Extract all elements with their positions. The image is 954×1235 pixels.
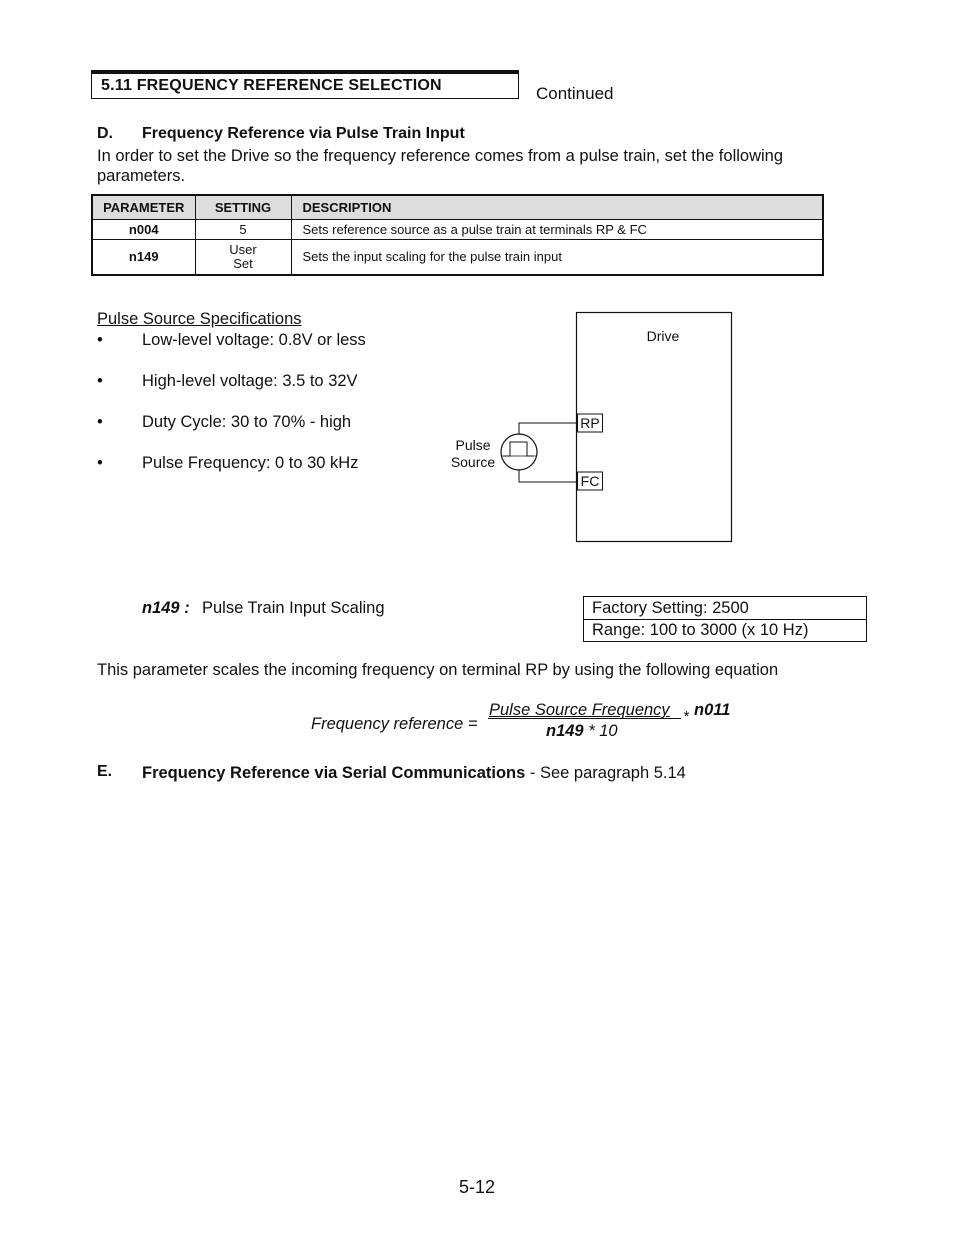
n149-param-label: Pulse Train Input Scaling xyxy=(202,599,385,617)
continued-label: Continued xyxy=(536,84,614,103)
pulse-source-label-line2: Source xyxy=(450,454,496,470)
section-title: 5.11 FREQUENCY REFERENCE SELECTION xyxy=(101,77,442,94)
section-title-box xyxy=(91,70,519,99)
table-row xyxy=(92,240,823,276)
spec-bullet-item xyxy=(97,372,417,392)
cell-setting-line1: User xyxy=(229,242,257,257)
col-header-parameter: PARAMETER xyxy=(92,195,195,220)
cell-description: Sets the input scaling for the pulse train input xyxy=(291,240,823,276)
equation-denominator-rest: * 10 xyxy=(583,722,618,740)
range-row xyxy=(584,619,866,641)
wire-fc xyxy=(519,469,577,482)
pulse-source-icon xyxy=(501,434,537,470)
bullet-symbol: • xyxy=(97,372,103,390)
factory-setting-text: Factory Setting: 2500 xyxy=(592,599,749,617)
cell-setting xyxy=(195,240,291,276)
parameter-table xyxy=(91,194,824,276)
part-d-intro-line2: parameters. xyxy=(97,167,186,185)
fraction-bar xyxy=(488,718,681,719)
part-d-heading: Frequency Reference via Pulse Train Input xyxy=(142,125,465,142)
cell-parameter: n004 xyxy=(92,220,195,240)
bullet-symbol: • xyxy=(97,413,103,431)
bullet-symbol: • xyxy=(97,454,103,472)
part-e-heading: Frequency Reference via Serial Communications xyxy=(142,764,526,782)
equation-times: * xyxy=(683,708,689,725)
pulse-source-label-line1: Pulse xyxy=(455,437,491,453)
cell-parameter: n149 xyxy=(92,240,195,276)
cell-description: Sets reference source as a pulse train at terminals RP & FC xyxy=(291,220,823,240)
range-text: Range: 100 to 3000 (x 10 Hz) xyxy=(592,621,809,639)
table-row xyxy=(92,220,823,240)
col-header-setting: SETTING xyxy=(195,195,291,220)
table-header-row xyxy=(92,195,823,220)
pulse-wiring-diagram xyxy=(430,305,750,550)
spec-text: Low-level voltage: 0.8V or less xyxy=(142,331,366,349)
part-d-letter: D. xyxy=(97,125,113,142)
equation-denominator xyxy=(546,722,618,741)
spec-bullet-item xyxy=(97,454,417,474)
spec-bullet-item xyxy=(97,413,417,433)
equation-intro: This parameter scales the incoming frequency on terminal RP by using the following equation xyxy=(97,661,779,679)
pulse-specs-title: Pulse Source Specifications xyxy=(97,310,302,328)
equation-lhs: Frequency reference = xyxy=(311,715,478,733)
cell-setting: 5 xyxy=(195,220,291,240)
bullet-symbol: • xyxy=(97,331,103,349)
n149-param-name: n149 : xyxy=(142,599,190,617)
terminal-fc-label: FC xyxy=(580,473,600,489)
part-d-intro-line1: In order to set the Drive so the frequency reference comes from a pulse train, set the following xyxy=(97,147,784,165)
part-e-line xyxy=(142,763,686,783)
wire-rp xyxy=(519,423,577,434)
equation-multiplier: n011 xyxy=(694,701,731,719)
spec-bullet-item xyxy=(97,331,417,351)
equation-denominator-param: n149 xyxy=(546,722,584,740)
page-number: 5-12 xyxy=(459,1177,496,1197)
drive-label: Drive xyxy=(646,328,680,344)
spec-text: Pulse Frequency: 0 to 30 kHz xyxy=(142,454,359,472)
part-e-suffix: - See paragraph 5.14 xyxy=(525,764,686,782)
spec-text: High-level voltage: 3.5 to 32V xyxy=(142,372,358,390)
factory-setting-box xyxy=(583,596,867,642)
factory-setting-row xyxy=(584,597,866,620)
cell-setting-line2: Set xyxy=(233,256,253,271)
part-e-letter: E. xyxy=(97,763,113,780)
terminal-rp-label: RP xyxy=(580,415,600,431)
equation-numerator: Pulse Source Frequency xyxy=(489,701,670,719)
spec-text: Duty Cycle: 30 to 70% - high xyxy=(142,413,352,431)
col-header-description: DESCRIPTION xyxy=(291,195,823,220)
